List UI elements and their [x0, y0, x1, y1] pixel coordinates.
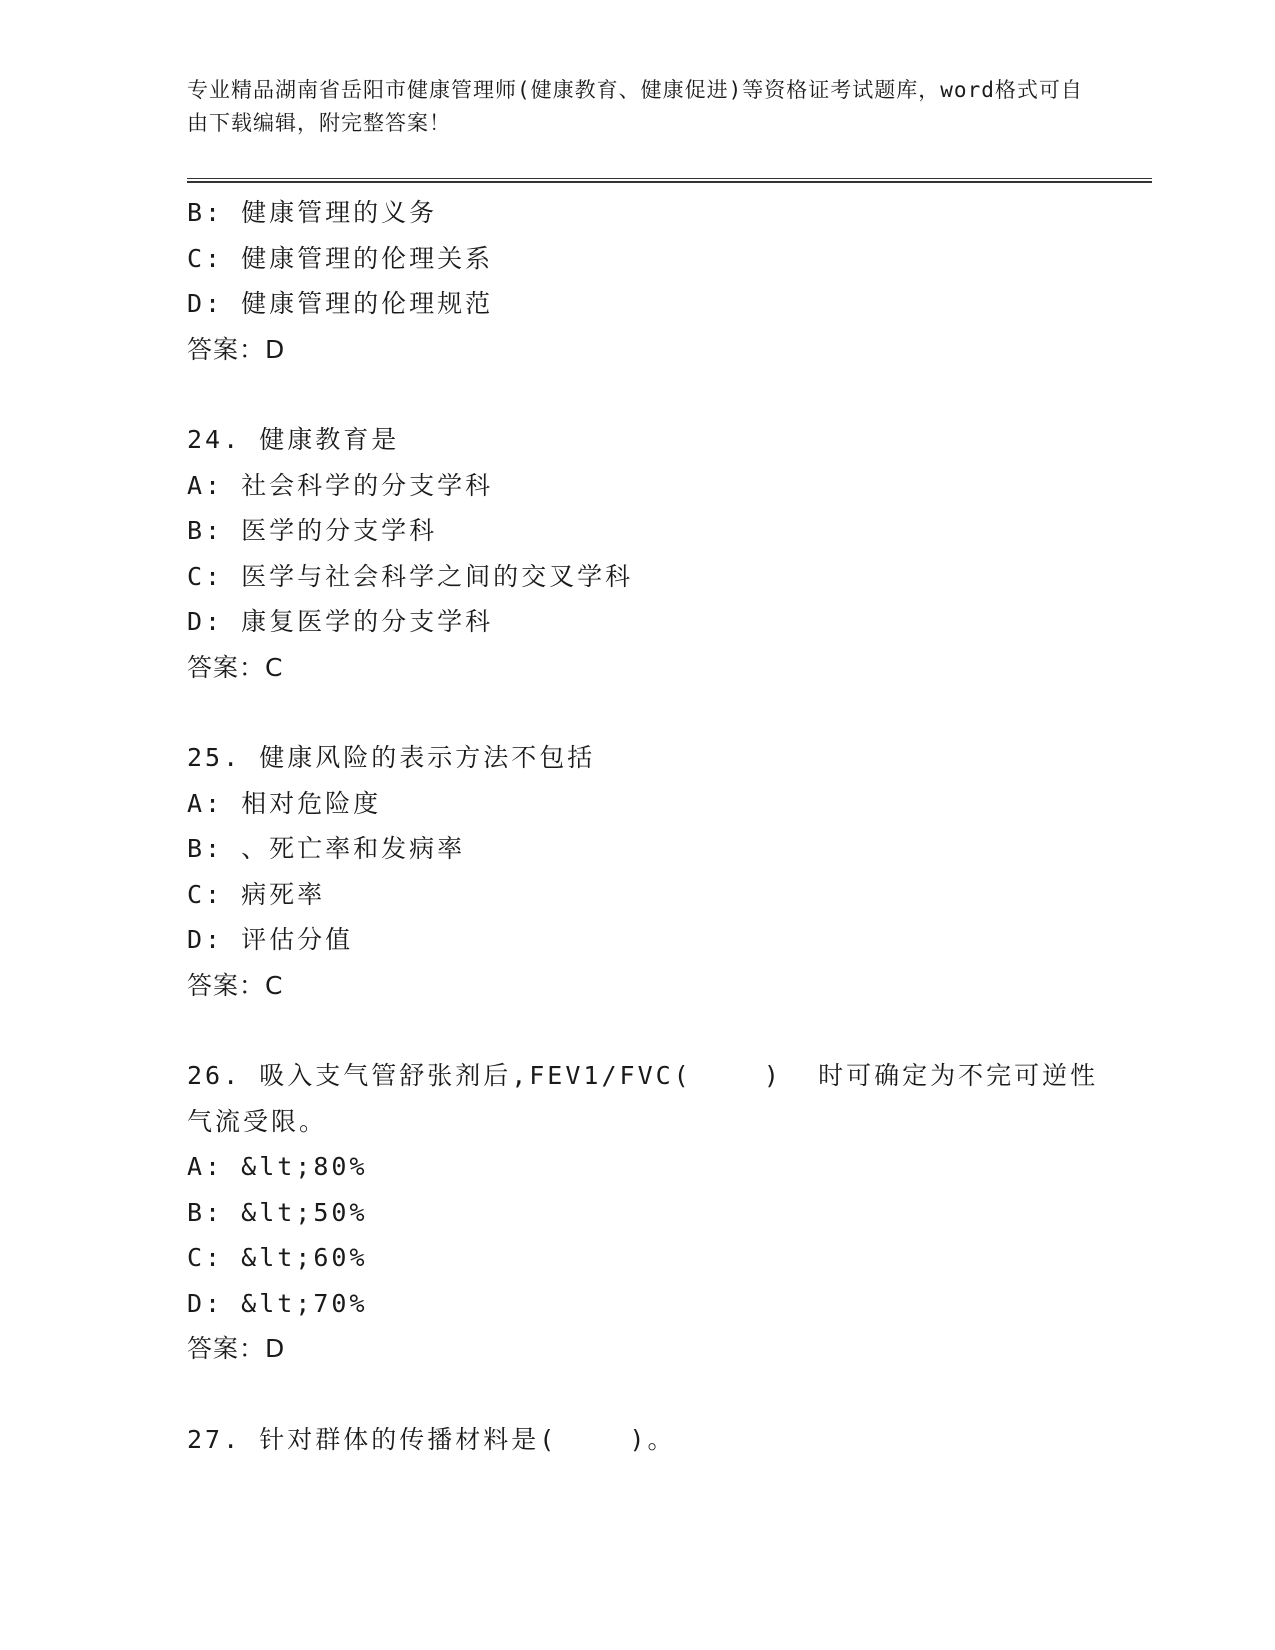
option-d: D: &lt;70% — [187, 1288, 368, 1318]
header-divider — [187, 178, 1152, 183]
option-a: A: &lt;80% — [187, 1152, 368, 1181]
option-c: C: 健康管理的伦理关系 — [187, 243, 494, 273]
question-stem: 24. 健康教育是 — [187, 425, 400, 454]
question-23-continued — [187, 190, 1127, 372]
question-stem: 26. 吸入支气管舒张剂后,FEV1/FVC( ) 时可确定为不完可逆性 — [187, 1061, 1099, 1090]
question-27 — [187, 1417, 1127, 1463]
option-c: C: &lt;60% — [187, 1243, 368, 1272]
question-stem: 27. 针对群体的传播材料是( )。 — [187, 1424, 676, 1454]
question-list — [187, 190, 1127, 1462]
answer-line: 答案：D — [187, 1334, 286, 1363]
option-b: B: 、死亡率和发病率 — [187, 834, 466, 863]
option-b: B: &lt;50% — [187, 1197, 368, 1227]
option-a: A: 社会科学的分支学科 — [187, 470, 494, 500]
answer-line: 答案：C — [187, 970, 284, 1000]
answer-line: 答案：C — [187, 652, 284, 682]
answer-line: 答案：D — [187, 334, 286, 364]
document-header: 专业精品湖南省岳阳市健康管理师(健康教育、健康促进)等资格证考试题库，word格式可自由下载编辑，附完整答案！ — [187, 78, 1083, 135]
question-stem-continued: 气流受限。 — [187, 1106, 328, 1136]
option-b: B: 医学的分支学科 — [187, 516, 438, 545]
option-d: D: 健康管理的伦理规范 — [187, 289, 494, 318]
option-a: A: 相对危险度 — [187, 788, 382, 818]
option-c: C: 病死率 — [187, 879, 326, 909]
option-c: C: 医学与社会科学之间的交叉学科 — [187, 561, 634, 591]
question-26 — [187, 1053, 1127, 1372]
question-stem: 25. 健康风险的表示方法不包括 — [187, 743, 596, 772]
question-25 — [187, 735, 1127, 1008]
option-b: B: 健康管理的义务 — [187, 198, 438, 227]
option-d: D: 康复医学的分支学科 — [187, 607, 494, 636]
option-d: D: 评估分值 — [187, 925, 354, 954]
question-24 — [187, 417, 1127, 690]
